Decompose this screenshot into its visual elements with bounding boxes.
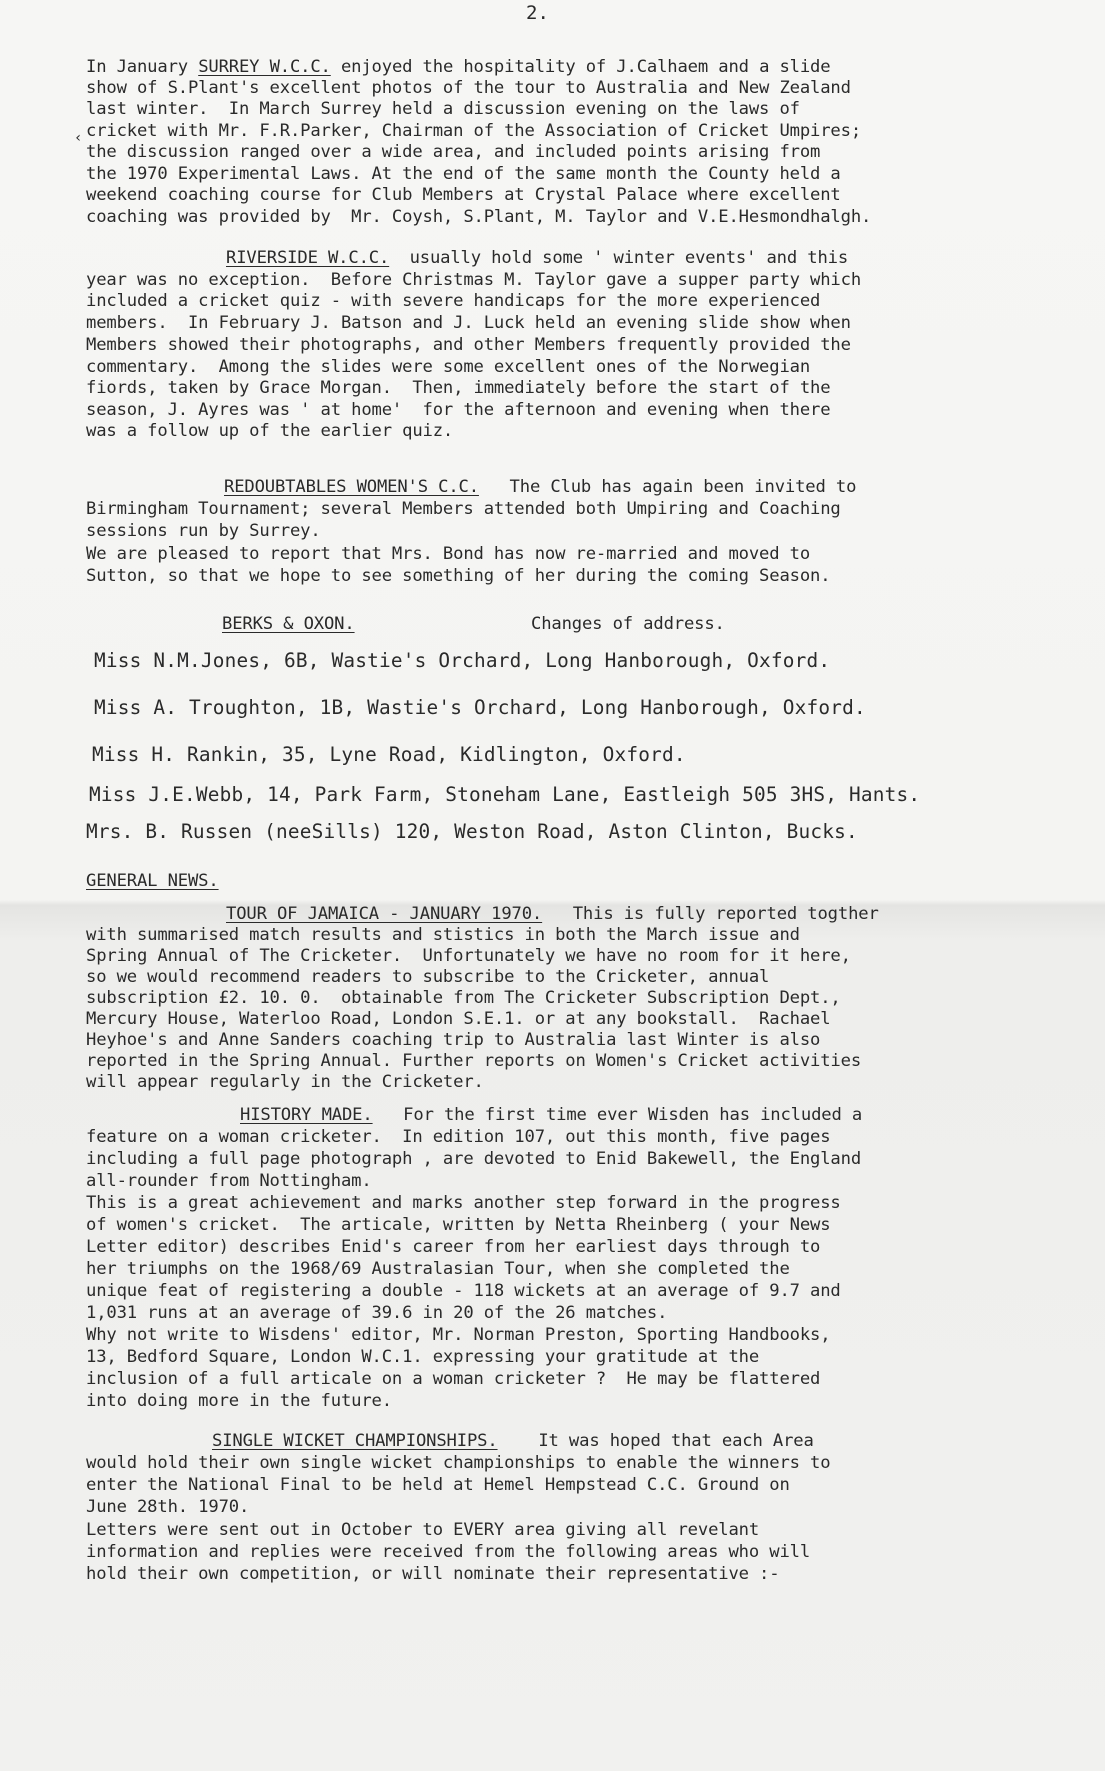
general-news-heading: GENERAL NEWS.	[86, 871, 219, 891]
tour-line: Mercury House, Waterloo Road, London S.E.1. or at any bookstall. Rachael	[86, 1009, 831, 1029]
tour-line: subscription £2. 10. 0. obtainable from The Cricketer Subscription Dept.,	[86, 988, 841, 1008]
history-line: unique feat of registering a double - 118 wickets at an average of 9.7 and	[86, 1281, 841, 1301]
single-wicket-heading: SINGLE WICKET CHAMPIONSHIPS.	[212, 1431, 498, 1451]
tour-line: Heyhoe's and Anne Sanders coaching trip to Australia last Winter is also	[86, 1030, 821, 1050]
redoubtables-line: Sutton, so that we hope to see something of her during the coming Season.	[86, 566, 831, 586]
tour-line: reported in the Spring Annual. Further reports on Women's Cricket activities	[86, 1051, 862, 1071]
surrey-intro: In January	[86, 57, 199, 77]
history-line: 1,031 runs at an average of 39.6 in 20 of the 26 matches.	[86, 1303, 668, 1323]
redoubtables-heading: REDOUBTABLES WOMEN'S C.C.	[224, 477, 479, 497]
surrey-heading: SURREY W.C.C.	[198, 57, 331, 77]
tour-first-line	[226, 903, 879, 925]
single-wicket-line: It was hoped that each Area	[497, 1431, 814, 1451]
margin-mark: ‹	[74, 130, 83, 146]
surrey-line: last winter. In March Surrey held a discussion evening on the laws of	[86, 99, 800, 119]
tour-line: will appear regularly in the Cricketer.	[86, 1072, 484, 1092]
surrey-line: show of S.Plant's excellent photos of the tour to Australia and New Zealand	[86, 78, 851, 98]
history-line: of women's cricket. The articale, written by Netta Rheinberg ( your News	[86, 1215, 831, 1235]
surrey-line: the discussion ranged over a wide area, and included points arising from	[86, 142, 821, 162]
address-entry: Miss H. Rankin, 35, Lyne Road, Kidlington, Oxford.	[92, 743, 686, 766]
history-heading: HISTORY MADE.	[240, 1105, 373, 1125]
redoubtables-first-line	[224, 476, 856, 498]
riverside-heading: RIVERSIDE W.C.C.	[226, 248, 390, 268]
surrey-line: coaching was provided by Mr. Coysh, S.Plant, M. Taylor and V.E.Hesmondhalgh.	[86, 207, 872, 227]
redoubtables-line: The Club has again been invited to	[478, 477, 857, 497]
address-entry: Miss N.M.Jones, 6B, Wastie's Orchard, Long Hanborough, Oxford.	[94, 649, 831, 672]
single-wicket-line: June 28th. 1970.	[86, 1497, 250, 1517]
riverside-line: Members showed their photographs, and other Members frequently provided the	[86, 335, 851, 355]
riverside-line: included a cricket quiz - with severe handicaps for the more experienced	[86, 291, 821, 311]
address-entry: Miss A. Troughton, 1B, Wastie's Orchard, Long Hanborough, Oxford.	[94, 696, 866, 719]
riverside-line: commentary. Among the slides were some excellent ones of the Norwegian	[86, 357, 811, 377]
redoubtables-line: We are pleased to report that Mrs. Bond has now re-married and moved to	[86, 544, 811, 564]
single-wicket-line: enter the National Final to be held at Hemel Hempstead C.C. Ground on	[86, 1475, 790, 1495]
berks-oxon-heading: BERKS & OXON.	[222, 614, 355, 634]
address-entry: Miss J.E.Webb, 14, Park Farm, Stoneham Lane, Eastleigh 505 3HS, Hants.	[89, 783, 921, 806]
riverside-line: members. In February J. Batson and J. Luck held an evening slide show when	[86, 313, 851, 333]
history-line: This is a great achievement and marks another step forward in the progress	[86, 1193, 841, 1213]
single-wicket-first-line	[212, 1430, 814, 1452]
history-line: her triumphs on the 1968/69 Australasian Tour, when she completed the	[86, 1259, 790, 1279]
history-line: 13, Bedford Square, London W.C.1. expressing your gratitude at the	[86, 1347, 760, 1367]
redoubtables-line: Birmingham Tournament; several Members attended both Umpiring and Coaching	[86, 499, 841, 519]
page-number: 2.	[526, 2, 549, 24]
tour-line: This is fully reported togther	[542, 904, 879, 924]
riverside-line: usually hold some ' winter events' and this	[389, 248, 849, 268]
single-wicket-line: Letters were sent out in October to EVERY area giving all revelant	[86, 1520, 760, 1540]
surrey-line: enjoyed the hospitality of J.Calhaem and a slide	[330, 57, 831, 77]
tour-line: with summarised match results and stistics in both the March issue and	[86, 925, 800, 945]
single-wicket-line: would hold their own single wicket championships to enable the winners to	[86, 1453, 831, 1473]
single-wicket-line: hold their own competition, or will nominate their representative :-	[86, 1564, 780, 1584]
history-line: For the first time ever Wisden has included a	[372, 1105, 863, 1125]
tour-line: Spring Annual of The Cricketer. Unfortunately we have no room for it here,	[86, 946, 851, 966]
address-entry: Mrs. B. Russen (neeSills) 120, Weston Road, Aston Clinton, Bucks.	[86, 820, 858, 843]
history-line: including a full page photograph , are devoted to Enid Bakewell, the England	[86, 1149, 862, 1169]
history-line: Letter editor) describes Enid's career from her earliest days through to	[86, 1237, 821, 1257]
redoubtables-line: sessions run by Surrey.	[86, 521, 321, 541]
history-line: all-rounder from Nottingham.	[86, 1171, 372, 1191]
surrey-line: cricket with Mr. F.R.Parker, Chairman of the Association of Cricket Umpires;	[86, 121, 862, 141]
history-line: into doing more in the future.	[86, 1391, 392, 1411]
surrey-line: weekend coaching course for Club Members at Crystal Palace where excellent	[86, 185, 841, 205]
single-wicket-line: information and replies were received from the following areas who will	[86, 1542, 811, 1562]
tour-line: so we would recommend readers to subscribe to the Cricketer, annual	[86, 967, 770, 987]
riverside-line: fiords, taken by Grace Morgan. Then, immediately before the start of the	[86, 378, 831, 398]
riverside-line: year was no exception. Before Christmas M. Taylor gave a supper party which	[86, 270, 862, 290]
history-first-line	[240, 1104, 862, 1126]
riverside-first-line	[226, 247, 848, 269]
riverside-line: was a follow up of the earlier quiz.	[86, 421, 454, 441]
history-line: inclusion of a full articale on a woman cricketer ? He may be flattered	[86, 1369, 821, 1389]
history-line: Why not write to Wisdens' editor, Mr. Norman Preston, Sporting Handbooks,	[86, 1325, 831, 1345]
riverside-line: season, J. Ayres was ' at home' for the afternoon and evening when there	[86, 400, 831, 420]
tour-heading: TOUR OF JAMAICA - JANUARY 1970.	[226, 904, 543, 924]
changes-of-address-label: Changes of address.	[531, 614, 725, 634]
surrey-first-line	[86, 56, 830, 78]
surrey-line: the 1970 Experimental Laws. At the end of the same month the County held a	[86, 164, 841, 184]
history-line: feature on a woman cricketer. In edition 107, out this month, five pages	[86, 1127, 831, 1147]
